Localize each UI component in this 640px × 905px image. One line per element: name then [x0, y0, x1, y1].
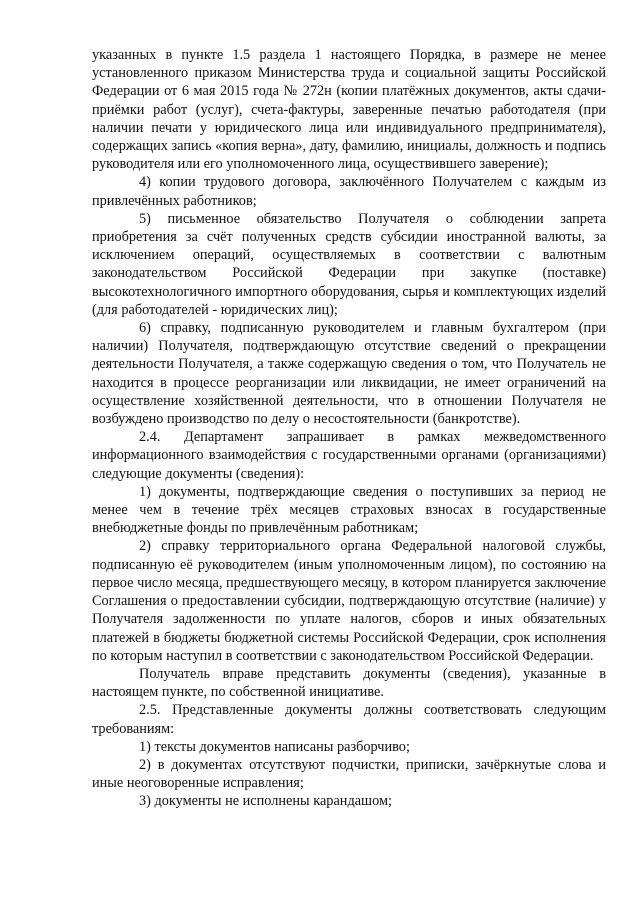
document-paragraph: 4) копии трудового договора, заключённого Получателем с каждым из привлечённых работников; — [92, 174, 606, 209]
document-paragraph: 5) письменное обязательство Получателя о соблюдении запрета приобретения за счёт полученных средств субсидии иностранной валюты, за исключением операций, осуществляемых в соответствии с валютным законодательством Российской Федерации при закупке (поставке) высокотехнологичного импортного оборудования, сырья и комплектующих изделий (для работодателей - юридических лиц); — [92, 210, 606, 318]
document-paragraph: 2) в документах отсутствуют подчистки, приписки, зачёркнутые слова и иные неоговоренные исправления; — [92, 756, 606, 792]
document-paragraph: указанных в пункте 1.5 раздела 1 настоящего Порядка, в размере не менее установленного приказом Министерства труда и социальной защиты Российской Федерации от 6 мая 2015 года № 272н (копии платёжных документов, акты сдачи-приёмки работ (услуг), счета-фактуры, заверенные печатью работодателя (при наличии печати у юридического лица или индивидуального предпринимателя), содержащих запись «копия верна», дату, фамилию, инициалы, должность и подпись руководителя или его уполномоченного лица, осуществившего заверение); — [92, 47, 606, 173]
document-paragraph: 1) тексты документов написаны разборчиво; — [139, 738, 410, 755]
document-paragraph: 6) справку, подписанную руководителем и главным бухгалтером (при наличии) Получателя, подтверждающую отсутствие сведений о прекращении деятельности Получателя, а также содержащую сведения о том, что Получатель не находится в процессе реорганизации или ликвидации, не имеет ограничений на осуществление хозяйственной деятельности, что в отношении Получателя не возбуждено производство по делу о несостоятельности (банкротстве). — [92, 320, 606, 428]
document-paragraph: 3) документы не исполнены карандашом; — [139, 793, 392, 810]
document-paragraph: 2.5. Представленные документы должны соответствовать следующим требованиям: — [92, 702, 606, 737]
document-paragraph: 1) документы, подтверждающие сведения о поступивших за период не менее чем в течение трёх месяцев страховых взносах в государственные внебюджетные фонды по привлечённым работникам; — [92, 483, 606, 537]
document-paragraph: 2) справку территориального органа Федеральной налоговой службы, подписанную её руководителем (иным уполномоченным лицом), по состоянию на первое число месяца, предшествующего месяцу, в котором планируется заключение Соглашения о предоставлении субсидии, подтверждающую отсутствие (наличие) у Получателя задолженности по уплате налогов, сборов и иных обязательных платежей в бюджеты бюджетной системы Российской Федерации, срок исполнения по которым наступил в соответствии с законодательством Российской Федерации. — [92, 538, 606, 664]
document-paragraph: Получатель вправе представить документы (сведения), указанные в настоящем пункте, по собственной инициативе. — [92, 665, 606, 701]
document-paragraph: 2.4. Департамент запрашивает в рамках межведомственного информационного взаимодействия с государственными органами (организациями) следующие документы (сведения): — [92, 429, 606, 482]
